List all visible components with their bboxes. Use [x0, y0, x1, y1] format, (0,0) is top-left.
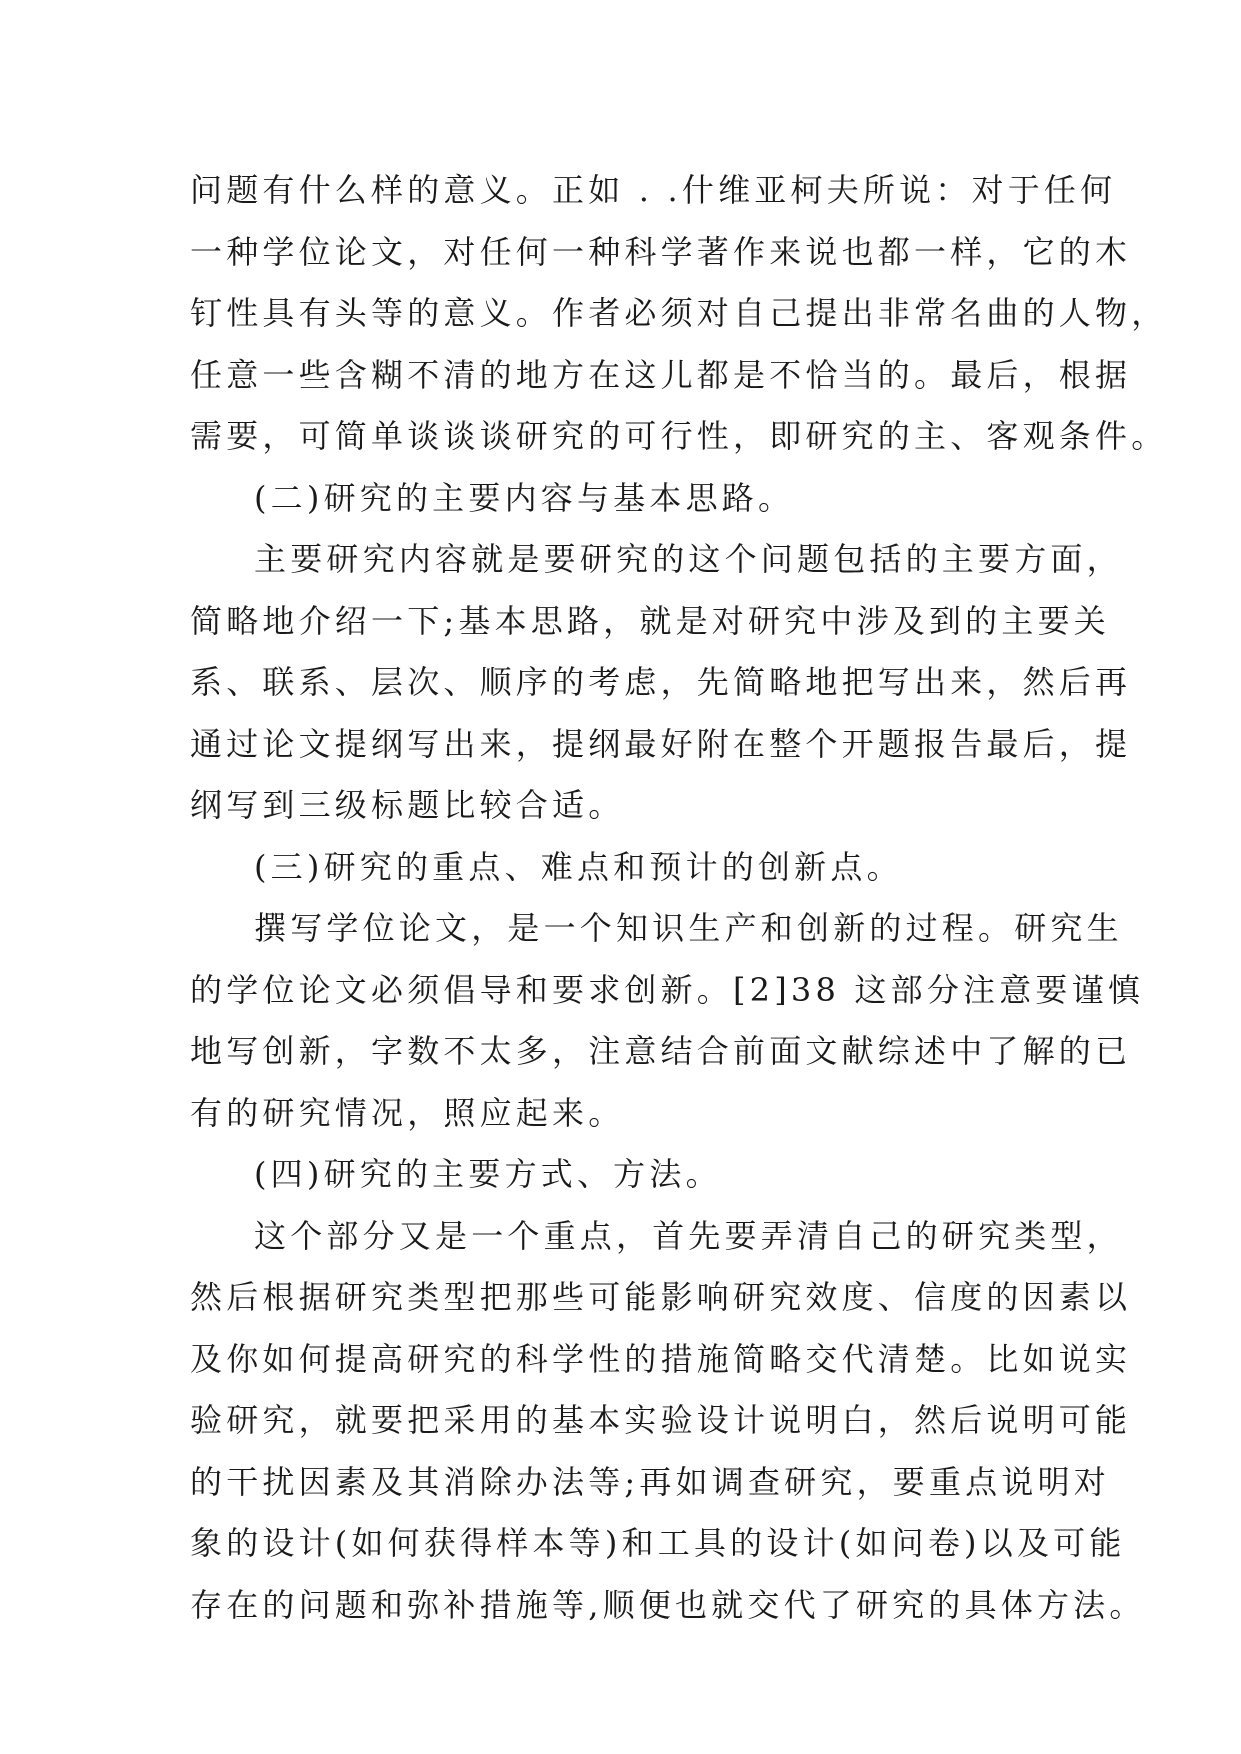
text-line: 存在的问题和弥补措施等,顺便也就交代了研究的具体方法。	[190, 1585, 1146, 1624]
text-line: 的学位论文必须倡导和要求创新。[2]38 这部分注意要谨慎	[190, 970, 1145, 1009]
text-line: 简略地介绍一下;基本思路，就是对研究中涉及到的主要关	[190, 601, 1110, 640]
text-line: 的干扰因素及其消除办法等;再如调查研究，要重点说明对	[190, 1462, 1110, 1501]
text-line: 问题有什么样的意义。正如 . .什维亚柯夫所说：对于任何	[190, 171, 1117, 209]
body-text	[190, 160, 1168, 1636]
text-line: 象的设计(如何获得样本等)和工具的设计(如问卷)以及可能	[190, 1524, 1126, 1562]
section-heading: (四)研究的主要方式、方法。	[254, 1155, 722, 1193]
text-line: 然后根据研究类型把那些可能影响研究效度、信度的因素以	[190, 1278, 1132, 1316]
text-line: 有的研究情况，照应起来。	[190, 1093, 625, 1132]
text-line: 钉性具有头等的意义。作者必须对自己提出非常名曲的人物，	[190, 294, 1168, 332]
section-heading: (二)研究的主要内容与基本思路。	[254, 478, 795, 517]
text-line: 系、联系、层次、顺序的考虑，先简略地把写出来，然后再	[190, 663, 1132, 701]
paragraph-first-line: 主要研究内容就是要研究的这个问题包括的主要方面，	[254, 540, 1123, 578]
text-line: 验研究，就要把采用的基本实验设计说明白，然后说明可能	[190, 1401, 1132, 1439]
text-line: 任意一些含糊不清的地方在这儿都是不恰当的。最后，根据	[190, 355, 1132, 394]
text-line: 通过论文提纲写出来，提纲最好附在整个开题报告最后，提	[190, 724, 1132, 763]
text-line: 地写创新，字数不太多，注意结合前面文献综述中了解的已	[190, 1032, 1132, 1070]
section-heading: (三)研究的重点、难点和预计的创新点。	[254, 847, 903, 886]
text-line: 及你如何提高研究的科学性的措施简略交代清楚。比如说实	[190, 1339, 1132, 1378]
paragraph-first-line: 这个部分又是一个重点，首先要弄清自己的研究类型，	[254, 1216, 1123, 1255]
paragraph-first-line: 撰写学位论文，是一个知识生产和创新的过程。研究生	[254, 909, 1123, 947]
text-line: 需要，可简单谈谈谈研究的可行性，即研究的主、客观条件。	[190, 417, 1168, 455]
text-line: 一种学位论文，对任何一种科学著作来说也都一样，它的木	[190, 232, 1132, 271]
text-line: 纲写到三级标题比较合适。	[190, 786, 625, 824]
